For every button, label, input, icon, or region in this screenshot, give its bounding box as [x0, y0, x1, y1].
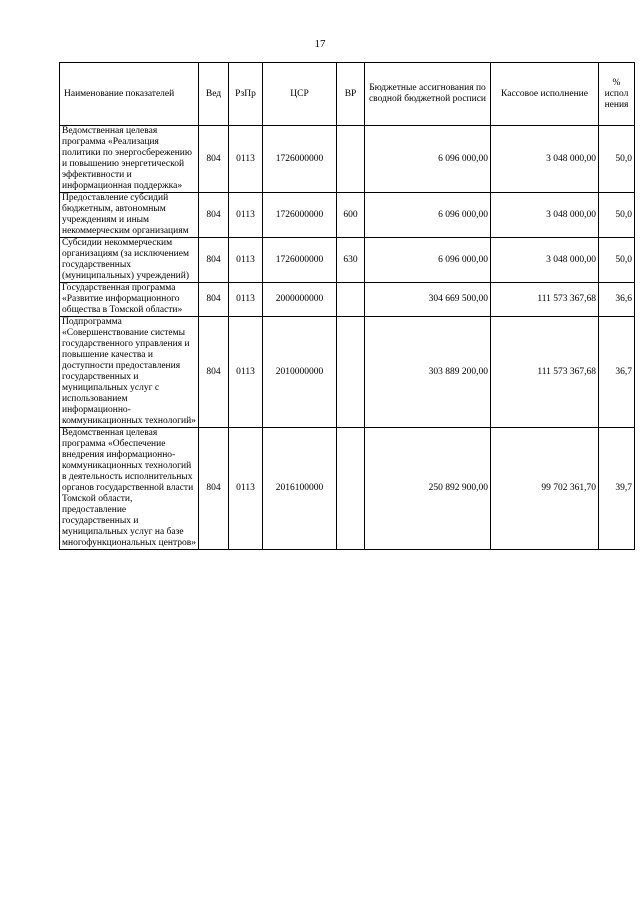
row-budget: 6 096 000,00	[365, 126, 491, 193]
header-ved: Вед	[199, 63, 229, 126]
row-cash: 3 048 000,00	[491, 238, 599, 283]
row-vr: 600	[337, 193, 365, 238]
row-pct: 36,7	[599, 317, 635, 428]
row-csr: 2010000000	[263, 317, 337, 428]
row-name: Подпрограмма «Совершенствование системы государственного управления и повышение качества и доступности предоставления государственных и муниципальных услуг с использованием информационно-коммуникационных технологий»	[60, 317, 199, 428]
table-row	[60, 283, 635, 317]
budget-execution-table	[59, 62, 635, 550]
table-row	[60, 126, 635, 193]
header-pct: % испол нения	[599, 63, 635, 126]
row-name: Ведомственная целевая программа «Реализация политики по энергосбережению и повышению энергетической эффективности и информационная поддержка»	[60, 126, 199, 193]
row-cash: 99 702 361,70	[491, 428, 599, 550]
row-pct: 39,7	[599, 428, 635, 550]
row-cash: 3 048 000,00	[491, 126, 599, 193]
row-vr	[337, 283, 365, 317]
row-ved: 804	[199, 193, 229, 238]
row-budget: 6 096 000,00	[365, 238, 491, 283]
row-cash: 111 573 367,68	[491, 317, 599, 428]
header-name: Наименование показателей	[60, 63, 199, 126]
row-pct: 36,6	[599, 283, 635, 317]
page-number: 17	[314, 38, 326, 50]
row-pct: 50,0	[599, 193, 635, 238]
row-cash: 3 048 000,00	[491, 193, 599, 238]
row-csr: 2000000000	[263, 283, 337, 317]
row-ved: 804	[199, 238, 229, 283]
row-rzpr: 0113	[229, 428, 263, 550]
row-csr: 1726000000	[263, 238, 337, 283]
row-ved: 804	[199, 428, 229, 550]
row-budget: 304 669 500,00	[365, 283, 491, 317]
row-csr: 2016100000	[263, 428, 337, 550]
row-ved: 804	[199, 283, 229, 317]
header-csr: ЦСР	[263, 63, 337, 126]
header-budget: Бюджетные ассигнования по сводной бюджетной росписи	[365, 63, 491, 126]
row-pct: 50,0	[599, 126, 635, 193]
header-vr: ВР	[337, 63, 365, 126]
row-budget: 303 889 200,00	[365, 317, 491, 428]
row-budget: 250 892 900,00	[365, 428, 491, 550]
row-rzpr: 0113	[229, 193, 263, 238]
row-name: Ведомственная целевая программа «Обеспечение внедрения информационно-коммуникационных технологий в деятельность исполнительных органов государственной власти Томской области, предоставление государственных и муниципальных услуг на базе многофункциональных центров»	[60, 428, 199, 550]
row-csr: 1726000000	[263, 193, 337, 238]
row-rzpr: 0113	[229, 283, 263, 317]
row-name: Государственная программа «Развитие информационного общества в Томской области»	[60, 283, 199, 317]
row-csr: 1726000000	[263, 126, 337, 193]
header-cash: Кассовое исполнение	[491, 63, 599, 126]
table-row	[60, 317, 635, 428]
row-name: Предоставление субсидий бюджетным, автономным учреждениям и иным некоммерческим организациям	[60, 193, 199, 238]
row-vr	[337, 428, 365, 550]
row-ved: 804	[199, 317, 229, 428]
table-row	[60, 428, 635, 550]
row-budget: 6 096 000,00	[365, 193, 491, 238]
table-header-row	[60, 63, 635, 126]
row-rzpr: 0113	[229, 317, 263, 428]
row-cash: 111 573 367,68	[491, 283, 599, 317]
table-row	[60, 193, 635, 238]
row-ved: 804	[199, 126, 229, 193]
row-vr: 630	[337, 238, 365, 283]
row-rzpr: 0113	[229, 126, 263, 193]
row-pct: 50,0	[599, 238, 635, 283]
row-name: Субсидии некоммерческим организациям (за исключением государственных (муниципальных) учреждений)	[60, 238, 199, 283]
row-rzpr: 0113	[229, 238, 263, 283]
header-rzpr: РзПр	[229, 63, 263, 126]
table-row	[60, 238, 635, 283]
row-vr	[337, 126, 365, 193]
row-vr	[337, 317, 365, 428]
